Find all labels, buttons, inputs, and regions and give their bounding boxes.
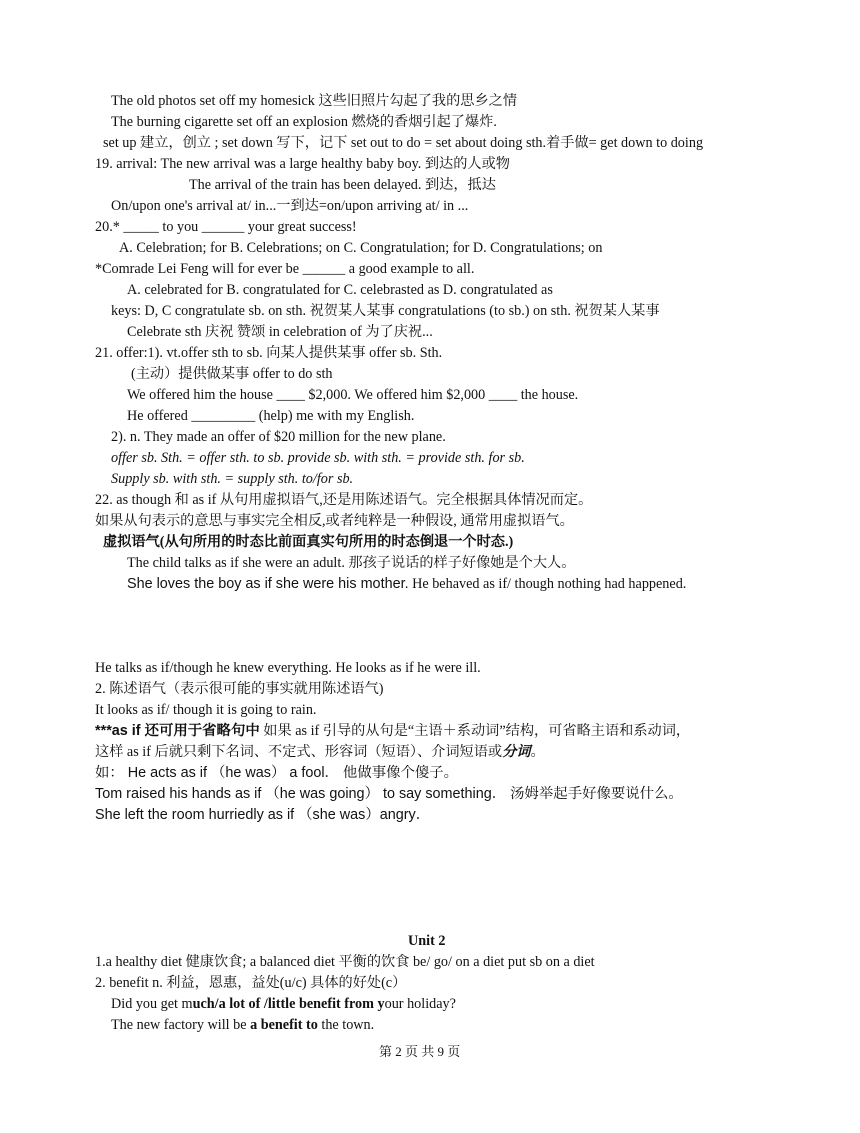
text-line — [111, 994, 456, 1015]
text-run: uch/a lot of /little benefit from y — [192, 996, 385, 1012]
text-run: our holiday? — [384, 996, 456, 1012]
text-run: 如果 as if 引导的从句是“主语＋系动词”结构，可省略主语和系动词， — [259, 723, 691, 739]
text-run: She loves the boy as if she were his mother. — [127, 576, 409, 592]
text-line: The arrival of the train has been delayed. 到达，抵达 — [189, 177, 496, 193]
text-line: A. celebrated for B. congratulated for C. celebrasted as D. congratulated as — [127, 282, 553, 298]
text-line: *Comrade Lei Feng will for ever be ______ a good example to all. — [95, 261, 475, 277]
text-line — [95, 721, 690, 742]
text-run: 分词 — [502, 744, 531, 760]
text-line: On/upon one's arrival at/ in...一到达=on/upon arriving at/ in ... — [111, 198, 469, 214]
text-line: The old photos set off my homesick 这些旧照片勾起了我的思乡之情 — [111, 93, 518, 109]
text-line: offer sb. Sth. = offer sth. to sb. provide sb. with sth. = provide sth. for sb. — [111, 450, 525, 466]
text-run: ***as if 还可用于省略句中 — [95, 723, 260, 739]
text-line: 21. offer:1). vt.offer sth to sb. 向某人提供某事 offer sb. Sth. — [95, 345, 443, 361]
text-run: Did you get m — [111, 996, 193, 1012]
text-line: He talks as if/though he knew everything. He looks as if he were ill. — [95, 660, 481, 676]
page-footer: 第 2 页 共 9 页 — [379, 1044, 461, 1059]
text-line: 如果从句表示的意思与事实完全相反,或者纯粹是一种假设, 通常用虚拟语气。 — [95, 513, 574, 529]
text-line: 20.* _____ to you ______ your great success! — [95, 219, 357, 235]
text-line: 1.a healthy diet 健康饮食; a balanced diet 平衡的饮食 be/ go/ on a diet put sb on a diet — [95, 954, 595, 970]
text-line: 2. benefit n. 利益，恩惠，益处(u/c) 具体的好处(c） — [95, 975, 407, 991]
text-run: a benefit to — [250, 1017, 318, 1033]
text-line — [127, 574, 686, 595]
text-run: 。 — [530, 744, 545, 760]
text-line: Supply sb. with sth. = supply sth. to/for sb. — [111, 471, 354, 487]
text-line: He offered _________ (help) me with my English. — [127, 408, 415, 424]
unit-heading: Unit 2 — [408, 933, 446, 949]
text-line: It looks as if/ though it is going to rain. — [95, 702, 317, 718]
text-run: He behaved as if/ though nothing had happened. — [408, 576, 687, 592]
text-line: The child talks as if she were an adult. 那孩子说话的样子好像她是个大人。 — [127, 555, 576, 571]
text-line: The burning cigarette set off an explosion 燃烧的香烟引起了爆炸. — [111, 114, 497, 130]
text-line: (主动）提供做某事 offer to do sth — [131, 366, 333, 382]
text-run: the town. — [317, 1017, 375, 1033]
text-line: A. Celebration; for B. Celebrations; on C. Congratulation; for D. Congratulations; on — [119, 240, 603, 256]
text-line: 如： He acts as if （he was） a fool． 他做事像个傻子。 — [95, 765, 459, 781]
text-line — [95, 742, 545, 763]
text-line: 2. 陈述语气（表示很可能的事实就用陈述语气) — [95, 681, 384, 697]
text-line: set up 建立，创立 ; set down 写下，记下 set out to do = set about doing sth.着手做= get down to doing — [103, 135, 704, 151]
text-line: 19. arrival: The new arrival was a large healthy baby boy. 到达的人或物 — [95, 156, 510, 172]
text-run: The new factory will be — [111, 1017, 251, 1033]
text-line: She left the room hurriedly as if （she was）angry． — [95, 807, 431, 823]
text-line: 2). n. They made an offer of $20 million for the new plane. — [111, 429, 446, 445]
text-line: 22. as though 和 as if 从句用虚拟语气,还是用陈述语气。完全根据具体情况而定。 — [95, 492, 593, 508]
text-line: Celebrate sth 庆祝 赞颂 in celebration of 为了庆祝... — [127, 324, 433, 340]
text-line: We offered him the house ____ $2,000. We offered him $2,000 ____ the house. — [127, 387, 579, 403]
text-line — [111, 1015, 374, 1036]
text-line: Tom raised his hands as if （he was going） to say something． 汤姆举起手好像要说什么。 — [95, 786, 683, 802]
text-run: 这样 as if 后就只剩下名词、不定式、形容词（短语）、介词短语或 — [95, 744, 503, 760]
text-line: 虚拟语气(从句所用的时态比前面真实句所用的时态倒退一个时态.) — [103, 534, 514, 550]
text-line: keys: D, C congratulate sb. on sth. 祝贺某人某事 congratulations (to sb.) on sth. 祝贺某人某事 — [111, 303, 660, 319]
